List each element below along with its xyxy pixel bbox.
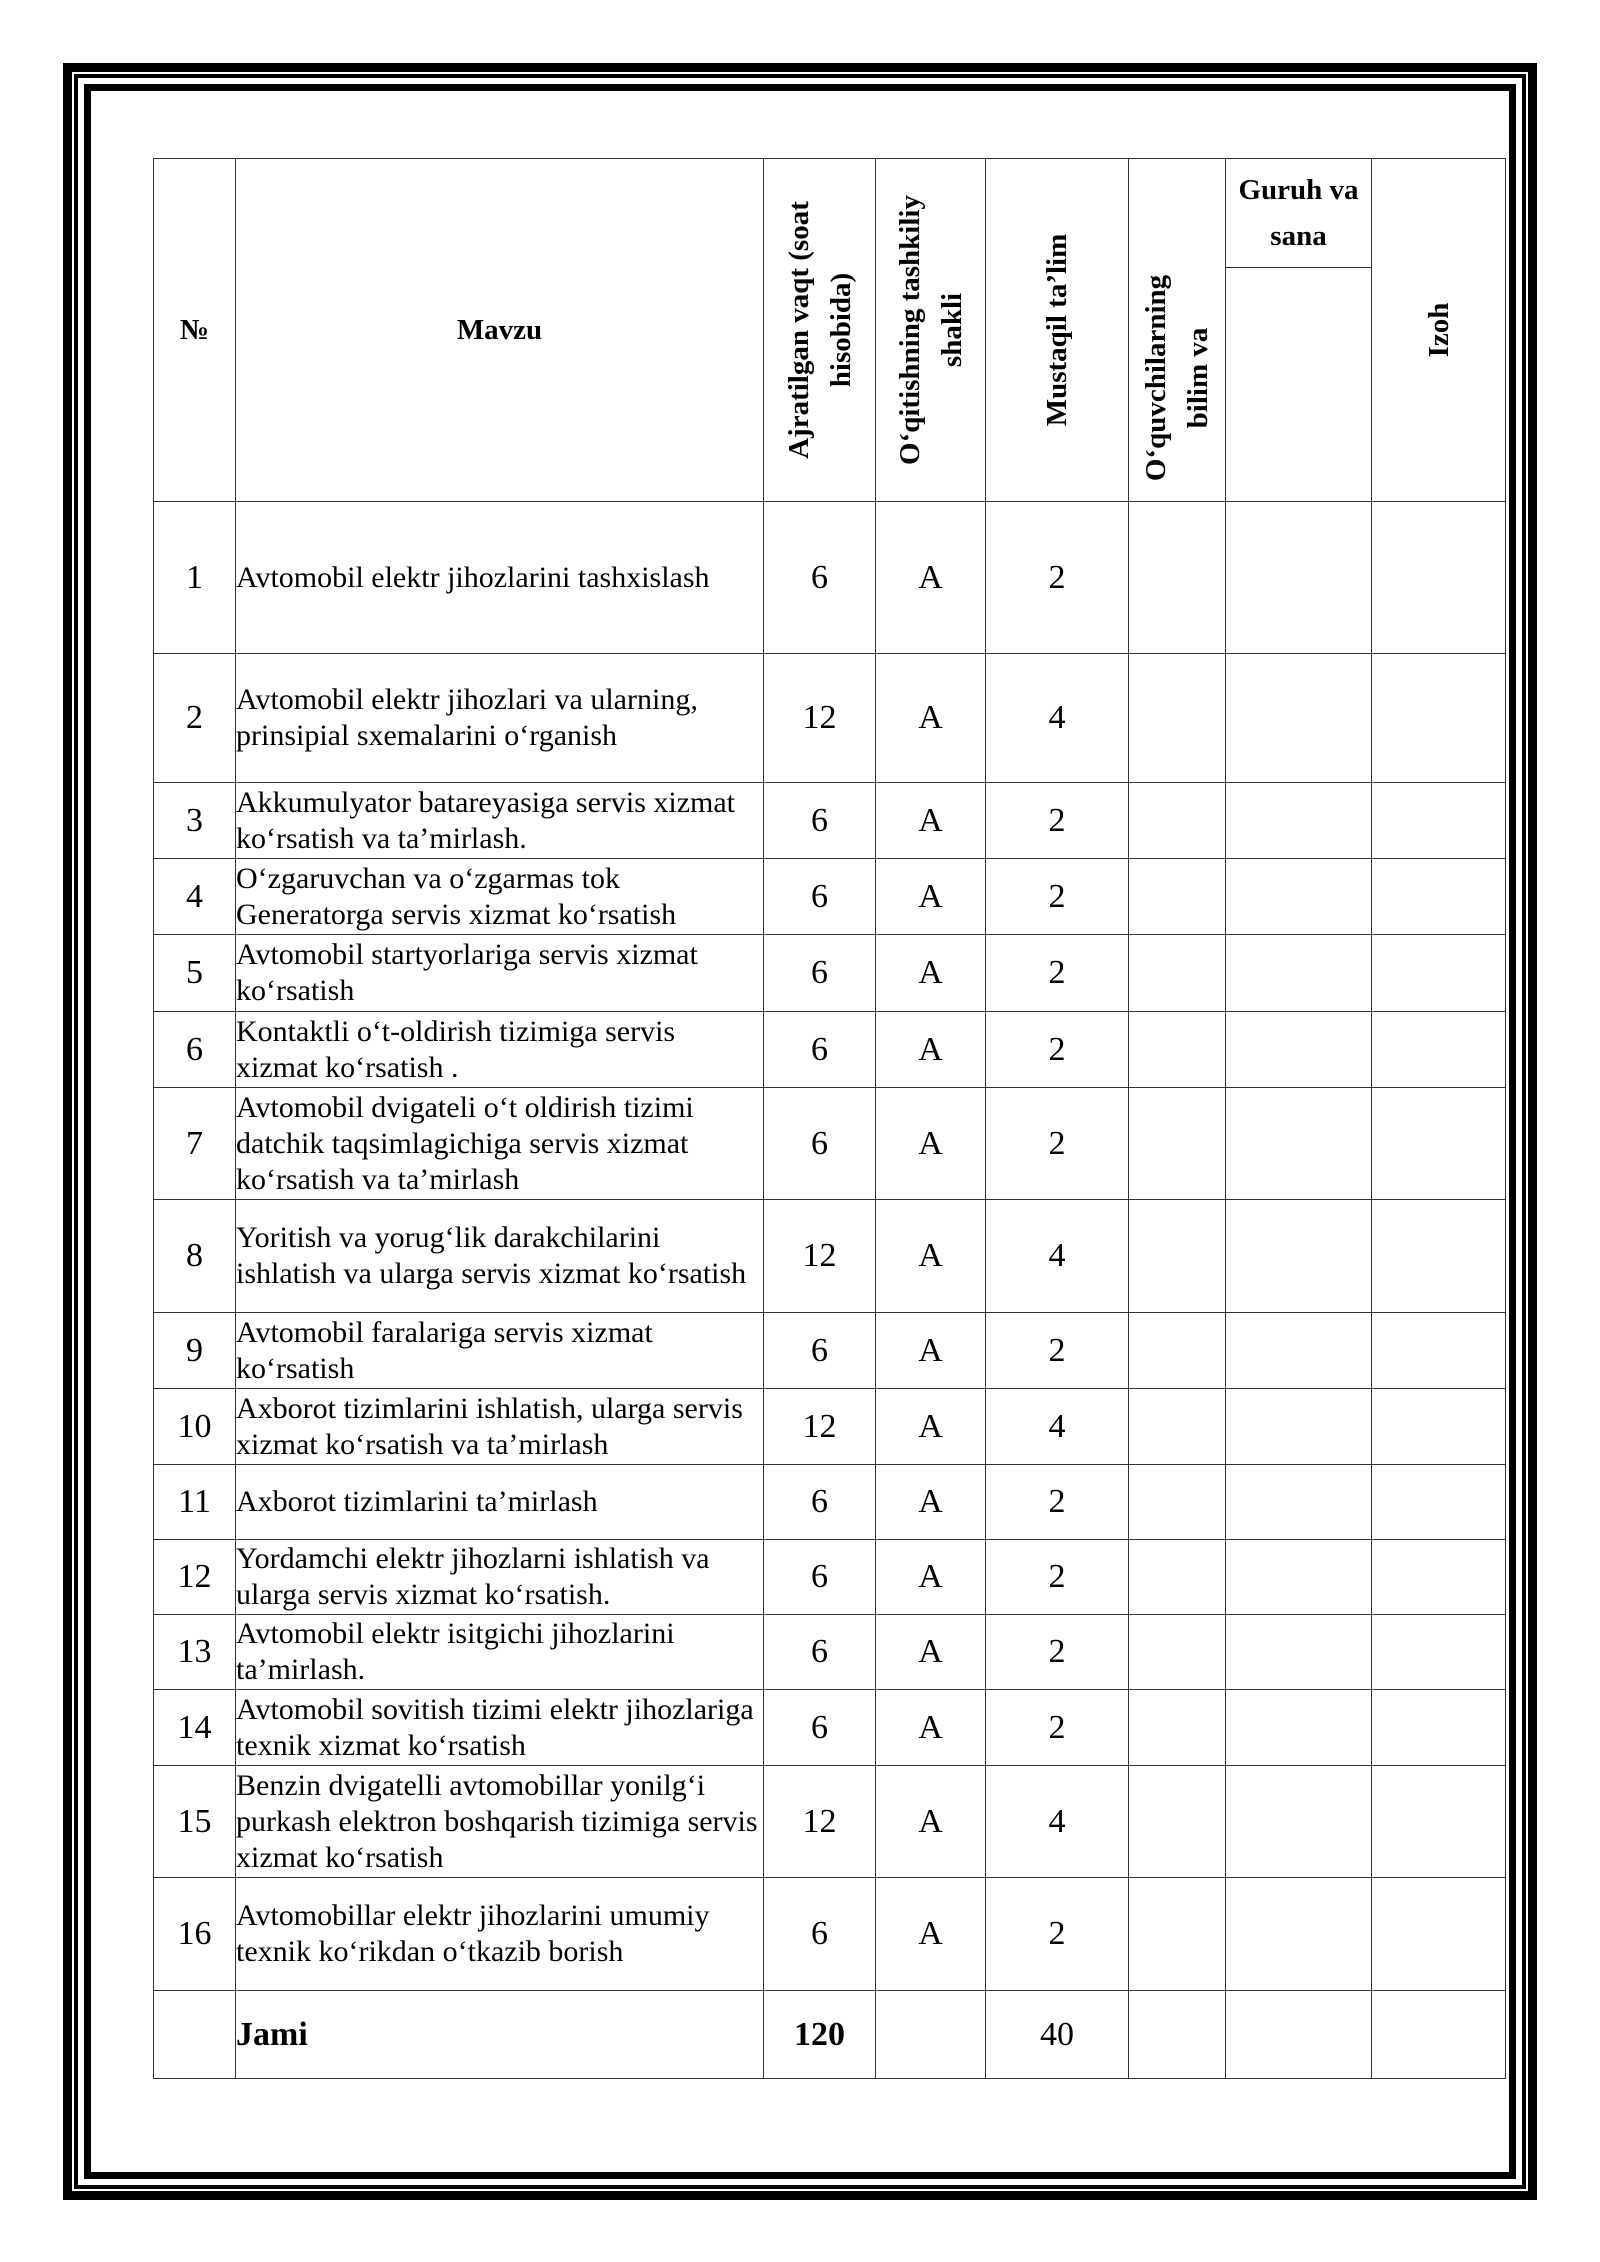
total-label: Jami: [236, 1991, 764, 2079]
header-group-date-sub: [1226, 268, 1372, 502]
row-group-date: [1226, 1200, 1372, 1313]
table-row: [154, 1088, 1506, 1200]
row-group-date: [1226, 1088, 1372, 1200]
row-note: [1372, 1540, 1506, 1615]
table-row: [154, 783, 1506, 859]
header-assessment-label: O‘quvchilarning bilim va: [1140, 274, 1214, 482]
row-org-form: A: [876, 859, 986, 935]
table-row: [154, 654, 1506, 783]
row-num: 7: [154, 1088, 236, 1200]
row-hours: 6: [764, 1012, 876, 1088]
row-num: 13: [154, 1615, 236, 1690]
row-org-form: A: [876, 1690, 986, 1766]
row-topic: Avtomobil dvigateli o‘t oldirish tizimi datchik taqsimlagichiga servis xizmat ko‘rsatish va ta’mirlash: [236, 1088, 764, 1200]
row-topic: Yordamchi elektr jihozlarni ishlatish va ularga servis xizmat ko‘rsatish.: [236, 1540, 764, 1615]
row-self-study: 2: [986, 1465, 1129, 1540]
total-assessment: [1129, 1991, 1226, 2079]
header-org: [876, 159, 986, 502]
row-assessment: [1129, 502, 1226, 654]
row-topic: Avtomobil elektr jihozlari va ularning, prinsipial sxemalarini o‘rganish: [236, 654, 764, 783]
header-hours: [764, 159, 876, 502]
row-num: 15: [154, 1766, 236, 1878]
row-hours: 12: [764, 654, 876, 783]
row-num: 9: [154, 1313, 236, 1389]
row-note: [1372, 783, 1506, 859]
row-topic: Avtomobil elektr isitgichi jihozlarini ta’mirlash.: [236, 1615, 764, 1690]
row-group-date: [1226, 1766, 1372, 1878]
row-num: 11: [154, 1465, 236, 1540]
row-group-date: [1226, 1878, 1372, 1991]
row-self-study: 2: [986, 1540, 1129, 1615]
row-hours: 12: [764, 1766, 876, 1878]
row-assessment: [1129, 1088, 1226, 1200]
table-row: [154, 935, 1506, 1012]
row-note: [1372, 502, 1506, 654]
table-row: [154, 859, 1506, 935]
row-group-date: [1226, 502, 1372, 654]
row-assessment: [1129, 1465, 1226, 1540]
total-num: [154, 1991, 236, 2079]
row-self-study: 2: [986, 1313, 1129, 1389]
header-hours-label: Ajratilgan vaqt (soat hisobida): [782, 201, 857, 459]
row-self-study: 4: [986, 654, 1129, 783]
row-note: [1372, 1878, 1506, 1991]
row-assessment: [1129, 1200, 1226, 1313]
row-assessment: [1129, 1313, 1226, 1389]
row-assessment: [1129, 654, 1226, 783]
header-num: №: [154, 159, 236, 502]
row-note: [1372, 654, 1506, 783]
row-num: 16: [154, 1878, 236, 1991]
header-self-study: [986, 159, 1129, 502]
row-self-study: 4: [986, 1200, 1129, 1313]
table-row: [154, 1615, 1506, 1690]
table-row: [154, 1766, 1506, 1878]
row-note: [1372, 1465, 1506, 1540]
row-group-date: [1226, 859, 1372, 935]
row-num: 14: [154, 1690, 236, 1766]
table-row: [154, 502, 1506, 654]
row-topic: Avtomobil elektr jihozlarini tashxislash: [236, 502, 764, 654]
total-row: [154, 1991, 1506, 2079]
row-self-study: 2: [986, 1878, 1129, 1991]
row-note: [1372, 1615, 1506, 1690]
row-hours: 6: [764, 1088, 876, 1200]
row-num: 6: [154, 1012, 236, 1088]
row-hours: 6: [764, 1878, 876, 1991]
total-group-date: [1226, 1991, 1372, 2079]
header-note-label: Izoh: [1422, 302, 1455, 358]
row-self-study: 2: [986, 783, 1129, 859]
total-org: [876, 1991, 986, 2079]
row-assessment: [1129, 1766, 1226, 1878]
row-self-study: 2: [986, 859, 1129, 935]
row-hours: 12: [764, 1389, 876, 1465]
row-self-study: 2: [986, 935, 1129, 1012]
row-assessment: [1129, 859, 1226, 935]
row-org-form: A: [876, 935, 986, 1012]
row-note: [1372, 1766, 1506, 1878]
row-org-form: A: [876, 783, 986, 859]
table-row: [154, 1389, 1506, 1465]
row-group-date: [1226, 1540, 1372, 1615]
row-note: [1372, 1313, 1506, 1389]
table-row: [154, 1313, 1506, 1389]
table-row: [154, 1200, 1506, 1313]
total-hours: 120: [764, 1991, 876, 2079]
row-num: 3: [154, 783, 236, 859]
row-topic: Axborot tizimlarini ta’mirlash: [236, 1465, 764, 1540]
row-hours: 6: [764, 502, 876, 654]
row-topic: Axborot tizimlarini ishlatish, ularga servis xizmat ko‘rsatish va ta’mirlash: [236, 1389, 764, 1465]
row-note: [1372, 1088, 1506, 1200]
header-topic: Mavzu: [236, 159, 764, 502]
row-self-study: 2: [986, 502, 1129, 654]
row-group-date: [1226, 935, 1372, 1012]
header-assessment: [1129, 159, 1226, 502]
row-note: [1372, 935, 1506, 1012]
row-group-date: [1226, 654, 1372, 783]
row-group-date: [1226, 1615, 1372, 1690]
row-group-date: [1226, 1389, 1372, 1465]
row-topic: Yoritish va yorug‘lik darakchilarini ishlatish va ularga servis xizmat ko‘rsatish: [236, 1200, 764, 1313]
row-group-date: [1226, 1690, 1372, 1766]
table-row: [154, 1690, 1506, 1766]
row-num: 5: [154, 935, 236, 1012]
row-hours: 6: [764, 783, 876, 859]
row-org-form: A: [876, 654, 986, 783]
row-org-form: A: [876, 1088, 986, 1200]
row-note: [1372, 859, 1506, 935]
row-topic: O‘zgaruvchan va o‘zgarmas tok Generatorga servis xizmat ko‘rsatish: [236, 859, 764, 935]
row-num: 1: [154, 502, 236, 654]
header-group-date: Guruh va sana: [1226, 159, 1372, 268]
row-note: [1372, 1389, 1506, 1465]
row-topic: Benzin dvigatelli avtomobillar yonilg‘i purkash elektron boshqarish tizimiga servis xizmat ko‘rsatish: [236, 1766, 764, 1878]
row-hours: 6: [764, 1690, 876, 1766]
row-num: 12: [154, 1540, 236, 1615]
table-row: [154, 1012, 1506, 1088]
row-self-study: 2: [986, 1012, 1129, 1088]
row-group-date: [1226, 1012, 1372, 1088]
row-org-form: A: [876, 1313, 986, 1389]
row-hours: 6: [764, 1615, 876, 1690]
header-self-study-label: Mustaqil ta’lim: [1041, 233, 1073, 427]
row-self-study: 2: [986, 1088, 1129, 1200]
table-row: [154, 1878, 1506, 1991]
row-num: 4: [154, 859, 236, 935]
row-note: [1372, 1200, 1506, 1313]
row-org-form: A: [876, 1389, 986, 1465]
total-note: [1372, 1991, 1506, 2079]
header-row: [154, 159, 1506, 268]
row-self-study: 4: [986, 1766, 1129, 1878]
row-group-date: [1226, 1313, 1372, 1389]
row-num: 10: [154, 1389, 236, 1465]
row-hours: 6: [764, 1465, 876, 1540]
row-assessment: [1129, 783, 1226, 859]
row-org-form: A: [876, 1540, 986, 1615]
row-org-form: A: [876, 1615, 986, 1690]
curriculum-table: [153, 158, 1506, 2079]
row-group-date: [1226, 783, 1372, 859]
row-hours: 6: [764, 1313, 876, 1389]
row-hours: 12: [764, 1200, 876, 1313]
row-hours: 6: [764, 859, 876, 935]
row-org-form: A: [876, 1012, 986, 1088]
row-topic: Avtomobil sovitish tizimi elektr jihozlariga texnik xizmat ko‘rsatish: [236, 1690, 764, 1766]
row-topic: Avtomobil startyorlariga servis xizmat ko‘rsatish: [236, 935, 764, 1012]
row-num: 8: [154, 1200, 236, 1313]
row-topic: Avtomobil faralariga servis xizmat ko‘rsatish: [236, 1313, 764, 1389]
row-assessment: [1129, 1690, 1226, 1766]
header-note: [1372, 159, 1506, 502]
row-assessment: [1129, 1615, 1226, 1690]
row-org-form: A: [876, 1200, 986, 1313]
row-hours: 6: [764, 935, 876, 1012]
table-row: [154, 1465, 1506, 1540]
row-assessment: [1129, 1540, 1226, 1615]
table-row: [154, 1540, 1506, 1615]
row-topic: Avtomobillar elektr jihozlarini umumiy texnik ko‘rikdan o‘tkazib borish: [236, 1878, 764, 1991]
row-assessment: [1129, 1878, 1226, 1991]
row-note: [1372, 1690, 1506, 1766]
row-num: 2: [154, 654, 236, 783]
row-note: [1372, 1012, 1506, 1088]
row-assessment: [1129, 935, 1226, 1012]
total-self-study: 40: [986, 1991, 1129, 2079]
row-group-date: [1226, 1465, 1372, 1540]
row-org-form: A: [876, 1766, 986, 1878]
row-self-study: 2: [986, 1615, 1129, 1690]
row-hours: 6: [764, 1540, 876, 1615]
row-self-study: 2: [986, 1690, 1129, 1766]
row-assessment: [1129, 1012, 1226, 1088]
row-org-form: A: [876, 1465, 986, 1540]
row-self-study: 4: [986, 1389, 1129, 1465]
header-org-label: O‘qitishning tashkiliy shakli: [893, 195, 968, 465]
row-org-form: A: [876, 1878, 986, 1991]
row-assessment: [1129, 1389, 1226, 1465]
row-topic: Kontaktli o‘t-oldirish tizimiga servis xizmat ko‘rsatish .: [236, 1012, 764, 1088]
row-org-form: A: [876, 502, 986, 654]
row-topic: Akkumulyator batareyasiga servis xizmat ko‘rsatish va ta’mirlash.: [236, 783, 764, 859]
